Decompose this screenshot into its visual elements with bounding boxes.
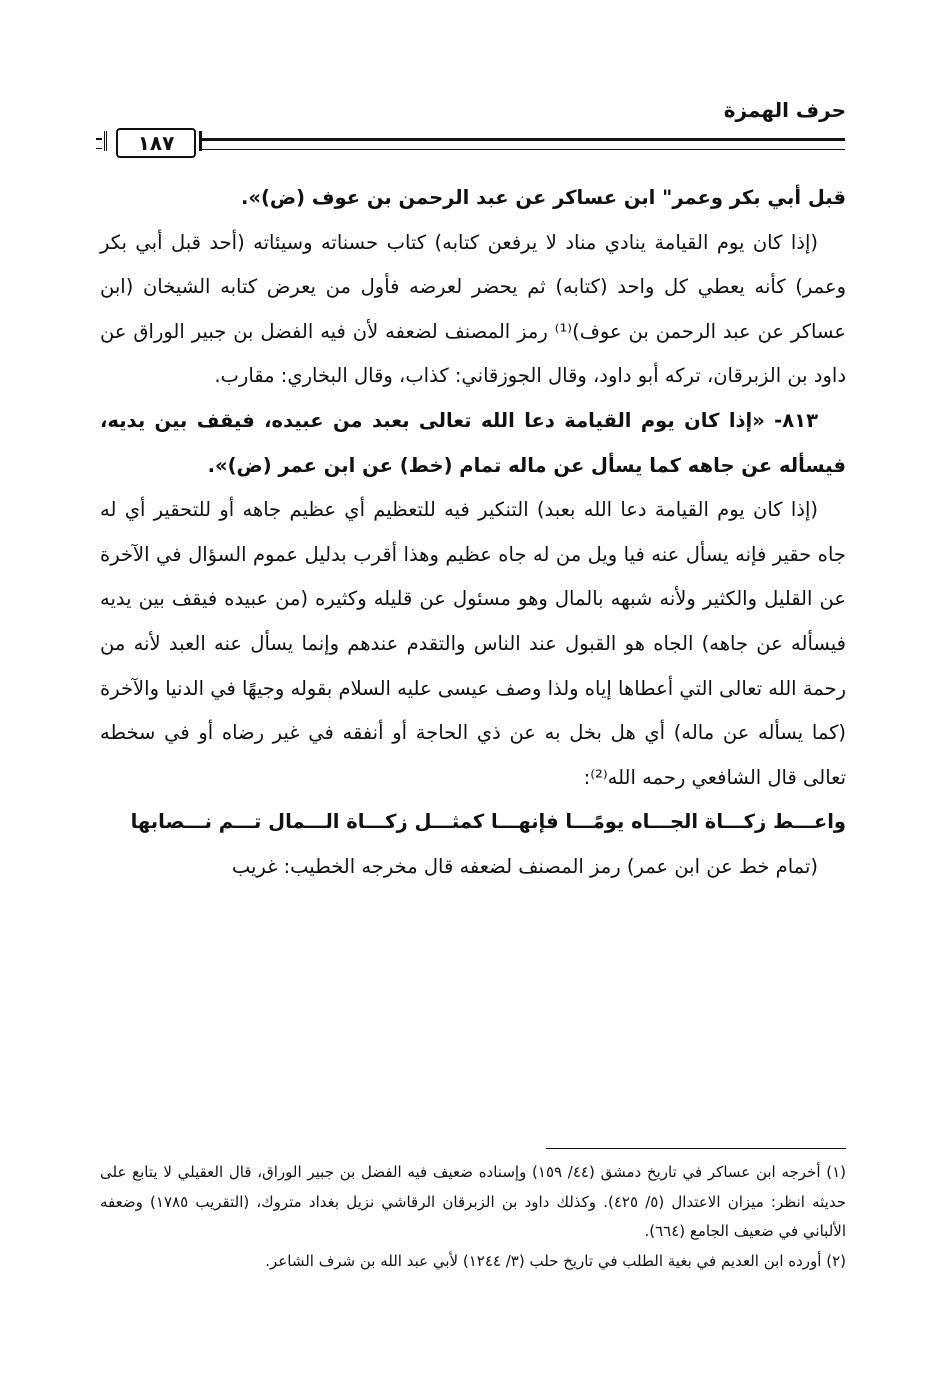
header-double-rule <box>200 138 845 150</box>
footnote-1: (١) أخرجه ابن عساكر في تاريخ دمشق (٤٤/ ١٥٩) وإسناده ضعيف فيه الفضل بن جبير الوراق، قال العقيلي لا يتابع على حديثه انظر: ميزان الاعتدال (٥/ ٤٢٥). وكذلك داود بن الزبرقان الرقاشي نزيل بغداد متروك، (التقريب ١٧٨٥) وضعفه الألباني في ضعيف الجامع (٦٦٤). <box>100 1163 846 1240</box>
page-number: ١٨٧ <box>116 128 196 158</box>
footnote-separator <box>546 1148 846 1149</box>
paragraph-commentary-1: (إذا كان يوم القيامة ينادي مناد لا يرفعن كتابه) كتاب حسناته وسيئاته (أحد قبل أبي بكر وعمر) كأنه يعطي كل واحد (كتابه) ثم يحضر لعرضه فأول من يعرض كتابه الشيخان (ابن عساكر عن عبد الرحمن بن عوف)⁽¹⁾ رمز المصنف لضعفه لأن فيه الفضل بن جبير الوراق عن داود بن الزبرقان، تركه أبو داود، وقال الجوزقاني: كذاب، وقال البخاري: مقارب. <box>100 230 846 388</box>
header-rule-stub <box>96 138 102 149</box>
footnote-2: (٢) أورده ابن العديم في بغية الطلب في تاريخ حلب (٣/ ١٢٤٤) لأبي عبد الله بن شرف الشاعر. <box>265 1251 846 1270</box>
paragraph-commentary-2: (إذا كان يوم القيامة دعا الله بعبد) التنكير فيه للتعظيم أي عظيم جاهه أو للتحقير أي له جاه حقير فإنه يسأل عنه فيا ويل من له جاه عظيم وهذا أقرب بدليل عموم السؤال في الآخرة عن القليل والكثير ولأنه شبهه بالمال وهو مسئول عن قليله وكثيره (من عبيده فيقف بين يديه فيسأله عن جاهه) الجاه هو القبول عند الناس والتقدم عندهم وإنما يسأل عنه العبد لأنه من رحمة الله تعالى التي أعطاها إياه ولذا وصف عيسى عليه السلام بقوله وجيهًا في الدنيا والآخرة (كما يسأله عن ماله) أي هل بخل به عن ذي الحاجة أو أنفقه في غير رضاه أو في سخطه تعالى قال الشافعي رحمه الله⁽²⁾: <box>100 498 846 789</box>
main-text <box>100 176 846 890</box>
page-number-frame-left <box>104 131 115 151</box>
footnotes <box>100 1158 846 1276</box>
paragraph-hadith-813: ٨١٣- «إذا كان يوم القيامة دعا الله تعالى بعبد من عبيده، فيقف بين يديه، فيسأله عن جاهه كما يسأل عن ماله تمام (خط) عن ابن عمر (ض)». <box>100 408 846 477</box>
paragraph-commentary-3: (تمام خط عن ابن عمر) رمز المصنف لضعفه قال مخرجه الخطيب: غريب <box>231 854 818 878</box>
paragraph-hadith-end: قبل أبي بكر وعمر" ابن عساكر عن عبد الرحمن بن عوف (ض)». <box>240 186 846 209</box>
running-head: حرف الهمزة <box>723 98 846 122</box>
poetry-verse: واعـــط زكـــاة الجـــاه يومًـــا فإنهـــا كمثـــل زكـــاة الـــمال تـــم نـــصابها <box>130 810 846 834</box>
